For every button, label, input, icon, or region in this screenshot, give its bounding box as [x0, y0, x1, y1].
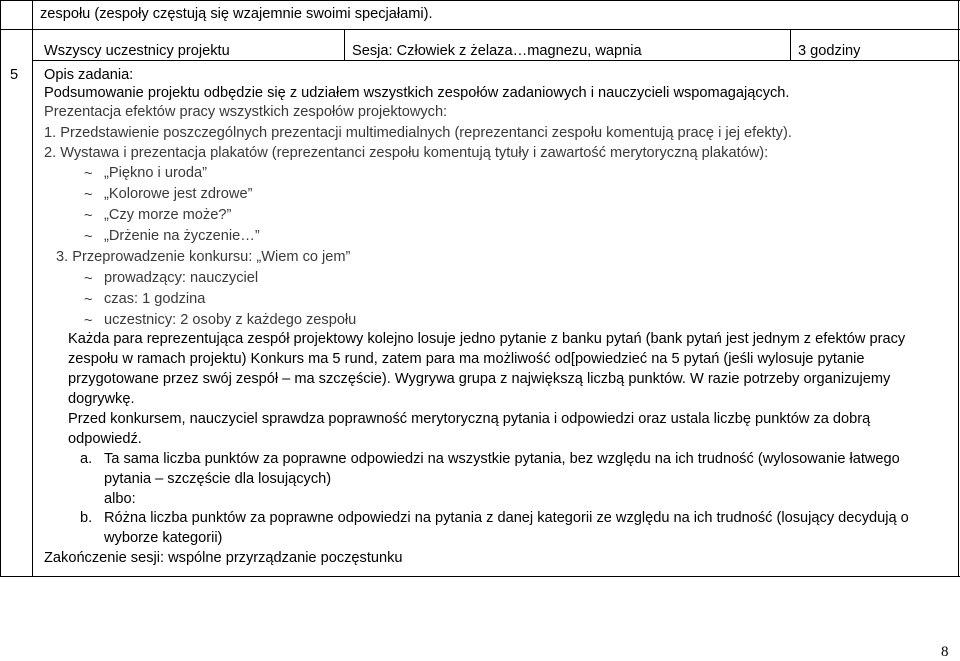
poster-title: „Drżenie na życzenie…”: [104, 228, 260, 244]
session-number: 5: [10, 67, 19, 83]
poster-title: „Piękno i uroda”: [104, 165, 208, 181]
previous-row-text: zespołu (zespoły częstują się wzajemnie swoimi specjałami).: [40, 6, 433, 22]
bullet-icon: ~: [84, 208, 93, 224]
poster-title: „Czy morze może?”: [104, 207, 232, 223]
bullet-icon: ~: [84, 271, 93, 287]
teacher-line: odpowiedź.: [68, 431, 142, 447]
task-heading: Opis zadania:: [44, 67, 134, 83]
option-a-label: a.: [80, 451, 93, 467]
header-cells-bottom: [32, 60, 960, 61]
presentation-heading: Prezentacja efektów pracy wszystkich zespołów projektowych:: [44, 104, 448, 120]
header-cell-divider-1: [344, 29, 345, 61]
rules-line: dogrywkę.: [68, 391, 135, 407]
bullet-icon: ~: [84, 292, 93, 308]
session-title-cell: Sesja: Człowiek z żelaza…magnezu, wapnia: [352, 43, 642, 59]
contest-detail: prowadzący: nauczyciel: [104, 270, 259, 286]
bullet-icon: ~: [84, 166, 93, 182]
option-b-line: wyborze kategorii): [104, 530, 223, 546]
bullet-icon: ~: [84, 229, 93, 245]
contest-detail: uczestnicy: 2 osoby z każdego zespołu: [104, 312, 357, 328]
rules-line: Każda para reprezentująca zespół projektowy kolejno losuje jedno pytanie z banku pytań (bank pytań jest jednym z efektów pracy: [68, 331, 906, 347]
option-b-line: Różna liczba punktów za poprawne odpowiedzi na pytania z danej kategorii ze względu na ich trudność (losujący decydują o: [104, 510, 909, 526]
number-column-divider: [32, 0, 33, 577]
table-border-left: [0, 0, 1, 577]
poster-title: „Kolorowe jest zdrowe”: [104, 186, 253, 202]
rules-line: zespołu w ramach projektu) Konkurs ma 5 rund, zatem para ma możliwość od[powiedzieć na 5 pytań (jeśli wylosuje pytanie: [68, 351, 865, 367]
closing-text: Zakończenie sesji: wspólne przyrządzanie poczęstunku: [44, 550, 403, 566]
duration-cell: 3 godziny: [798, 43, 861, 59]
table-border-bottom: [0, 576, 960, 577]
table-border-right: [958, 0, 959, 577]
bullet-icon: ~: [84, 313, 93, 329]
teacher-line: Przed konkursem, nauczyciel sprawdza poprawność merytoryczną pytania i odpowiedzi oraz ustala liczbę punktów za dobrą: [68, 411, 871, 427]
item-1: 1. Przedstawienie poszczególnych prezentacji multimedialnych (reprezentanci zespołu komentują pracę i jej efekty).: [44, 125, 792, 141]
option-a-line: pytania – szczęście dla losujących): [104, 471, 332, 487]
rules-line: przygotowane przez swój zespół – ma szczęście). Wygrywa grupa z największą liczbą punktów. W razie potrzeby organizujemy: [68, 371, 891, 387]
option-a-line: Ta sama liczba punktów za poprawne odpowiedzi na wszystkie pytania, bez względu na ich trudność (wylosowanie łatwego: [104, 451, 900, 467]
bullet-icon: ~: [84, 187, 93, 203]
header-cell-divider-2: [790, 29, 791, 61]
item-2: 2. Wystawa i prezentacja plakatów (reprezentanci zespołu komentują tytuły i zawartość merytoryczną plakatów):: [44, 145, 769, 161]
participants-cell: Wszyscy uczestnicy projektu: [44, 43, 230, 59]
item-3: 3. Przeprowadzenie konkursu: „Wiem co jem”: [56, 249, 351, 265]
contest-detail: czas: 1 godzina: [104, 291, 206, 307]
table-border-top: [0, 0, 960, 1]
or-text: albo:: [104, 491, 136, 507]
option-b-label: b.: [80, 510, 93, 526]
summary-text: Podsumowanie projektu odbędzie się z udziałem wszystkich zespołów zadaniowych i nauczycieli wspomagających.: [44, 85, 790, 101]
page-number: 8: [941, 644, 949, 660]
row-divider: [0, 29, 960, 30]
